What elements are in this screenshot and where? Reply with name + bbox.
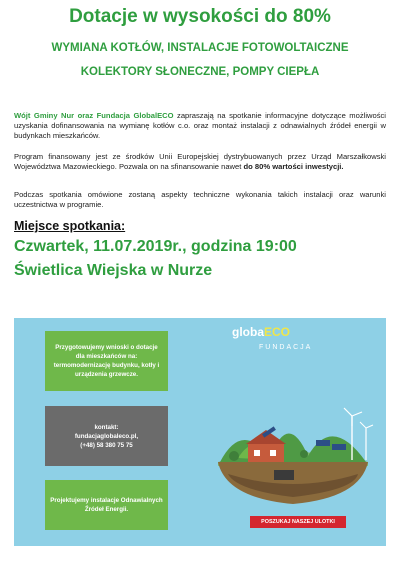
funding-paragraph — [14, 152, 386, 172]
promo-banner — [14, 318, 386, 546]
meeting-venue: Świetlica Wiejska w Nurze — [14, 262, 213, 279]
eco-island-illustration — [204, 370, 382, 510]
logo-subtitle: FUNDACJA — [259, 344, 313, 351]
intro-paragraph — [14, 111, 386, 141]
meeting-info-paragraph: Podczas spotkania omówione zostaną aspekty techniczne wykonania takich instalacji oraz warunki uczestnictwa w programie. — [14, 190, 386, 209]
subtitle-line-1: WYMIANA KOTŁÓW, INSTALACJE FOTOWOLTAICZNE — [51, 42, 349, 54]
meeting-date-time: Czwartek, 11.07.2019r., godzina 19:00 — [14, 238, 297, 255]
find-leaflet-button[interactable]: POSZUKAJ NASZEJ ULOTKI — [250, 516, 346, 528]
logo-text-eco: ECO — [264, 325, 291, 339]
contact-phone[interactable]: (+48) 58 380 75 75 — [80, 441, 133, 449]
funding-bold: do 80% wartości inwestycji. — [243, 162, 344, 171]
funding-text: Program finansowany jest ze środków Unii Europejskiej dystrybuowanych przez Urząd Marszałkowski Województwa Mazowieckiego. Pozwala on na sfinansowanie nawet — [14, 152, 386, 171]
page-title: Dotacje w wysokości do 80% — [69, 6, 331, 27]
contact-label: kontakt: — [94, 423, 119, 431]
intro-highlight: Wójt Gminy Nur oraz Fundacja GlobalECO — [14, 111, 174, 120]
meeting-place-label: Miejsce spotkania: — [14, 219, 126, 233]
renewables-box: Projektujemy instalacje Odnawialnych Źródeł Energii. — [45, 480, 168, 530]
contact-box — [45, 406, 168, 466]
subtitle-line-2: KOLEKTORY SŁONECZNE, POMPY CIEPŁA — [80, 66, 320, 78]
applications-box: Przygotowujemy wnioski o dotacje dla mieszkańców na: termomodernizację budynku, kotły i urządzenia grzewcze. — [45, 331, 168, 391]
contact-email[interactable]: fundacjaglobaleco.pl, — [74, 432, 139, 440]
intro-text: zapraszają na spotkanie informacyjne dotyczące możliwości uzyskania dofinansowania na wymianę kotłów c.o. oraz montaż instalacji z odnawialnych źródeł energii w budynkach mieszkańców. — [14, 111, 386, 140]
globaleco-logo — [232, 325, 322, 371]
logo-text-globa: globa — [232, 325, 264, 339]
